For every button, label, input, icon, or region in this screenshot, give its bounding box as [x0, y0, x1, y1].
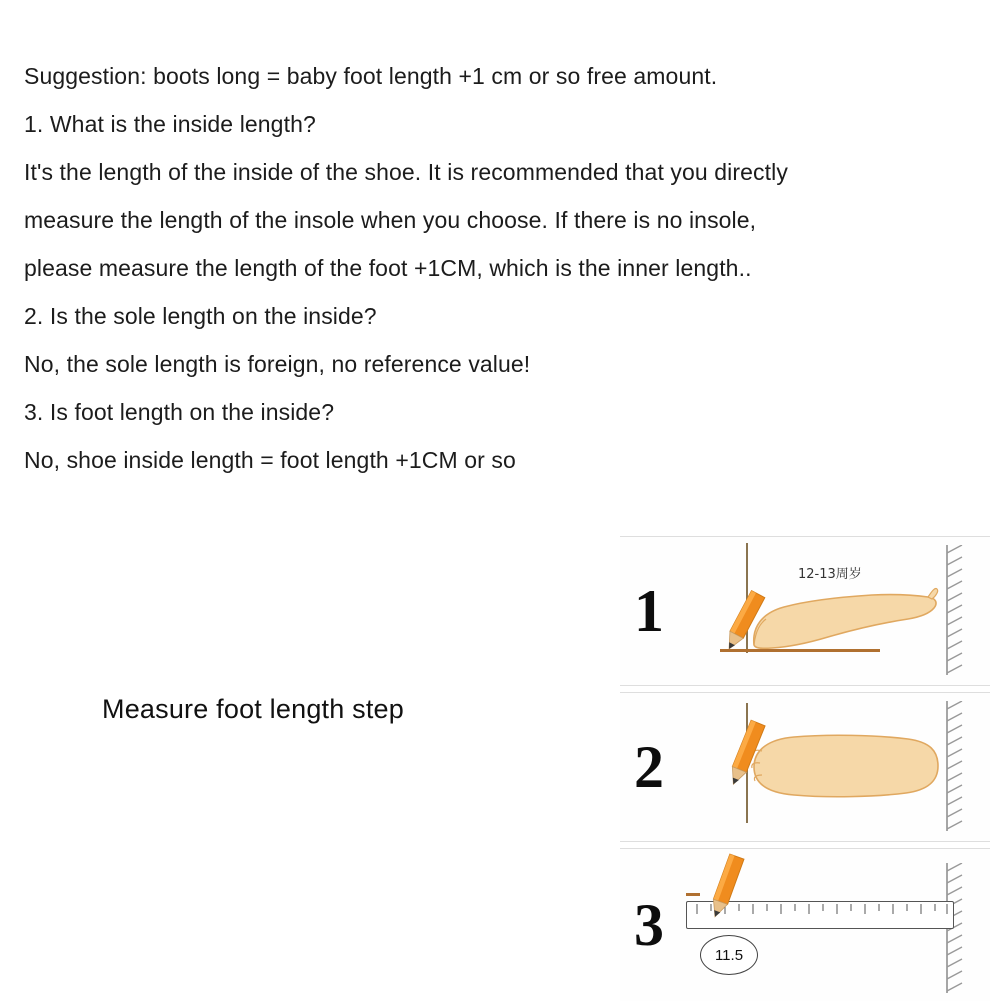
pencil-icon	[718, 719, 774, 800]
pencil-icon	[716, 589, 772, 664]
instruction-line: 1. What is the inside length?	[24, 111, 316, 137]
step-number: 2	[634, 734, 664, 800]
pencil-icon	[698, 853, 754, 934]
instruction-line: No, shoe inside length = foot length +1CM or so	[24, 447, 516, 473]
diagram-step-panel-3	[620, 848, 990, 1001]
instruction-line: 3. Is foot length on the inside?	[24, 399, 335, 425]
diagram-step-panel-2	[620, 692, 990, 842]
instruction-line: No, the sole length is foreign, no reference value!	[24, 351, 531, 377]
diagram-step-panel-1	[620, 536, 990, 686]
step1-annotation: 12-13周岁	[798, 567, 862, 582]
step-number: 1	[634, 578, 664, 644]
wall-icon	[946, 701, 968, 831]
diagram-caption: Measure foot length step	[102, 694, 404, 724]
measure-foot-length-diagram	[620, 530, 990, 1000]
instruction-line: 2. Is the sole length on the inside?	[24, 303, 377, 329]
instruction-line: please measure the length of the foot +1CM, which is the inner length..	[24, 255, 752, 281]
floor-line	[720, 649, 880, 652]
instruction-line: It's the length of the inside of the shoe. It is recommended that you directly	[24, 159, 788, 185]
step-number: 3	[634, 892, 664, 958]
instruction-line: measure the length of the insole when you choose. If there is no insole,	[24, 207, 757, 233]
measurement-value-badge: 11.5	[700, 935, 758, 975]
instruction-line: Suggestion: boots long = baby foot length +1 cm or so free amount.	[24, 63, 718, 89]
instructions-text-block	[24, 52, 1000, 484]
